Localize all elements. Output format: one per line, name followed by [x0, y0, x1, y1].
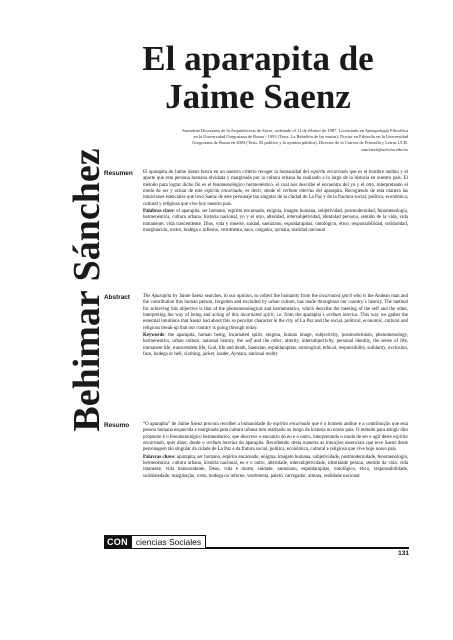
- title-line-1: El aparapita de: [142, 39, 374, 78]
- section-label-resumo: Resumo: [104, 422, 130, 429]
- resumo-paragraph: “O aparapita” de Jaime Saenz procura recolher a humanidade do espírito encarnado que é o homem andino e a contribuição que esta pessoa humana esquecida e marginada pela cultura urbana tem realizado ao longo da historia no nosso país. O método para atingir dito propósito é o fenomenológico hermenêutico, que descreve o encontro do eu e o outro, interpretando o modo de ser e agir deste espírito encarnado, quer dizer, desde o verbum interius do aparapita. Recolhendo desta maneira as intuições essenciais que teve Saenz deste personagem tão singular da cidade de La Paz e da fratura social, política, econômica, cultural e religiosa que vive hoje nosso país.: [143, 422, 408, 453]
- logo-con: CON: [104, 535, 131, 549]
- abstract-keywords: Keywords: the aparapita, human being, incarnated spirit, enigma, human image, subjectivity, postmodernism, phenomenology, hermeneutics, urban culture, national history, the self and the other, alterity, intersubjectivity, personal identity, the sense of life, immanent life, transcendent life, God, life and death, Saenzian, espuldarapitas, ontological, ethical, responsibility, solidarity, exclusion, face, bodega or hell, clothing, jacket, loader, Aymara, national reality: [143, 333, 408, 358]
- affiliation-line: en la Universidad Gregoriana de Roma - 1993 (Tesis. La Rebelión de las masas). Doctor en Filosofía en la Universidad: [193, 134, 408, 140]
- logo-ciencias-sociales: ciencias Sociales: [131, 535, 206, 549]
- resumen-block: [143, 170, 408, 235]
- affiliation-line: Gregoriana de Roma en 2003 (Tesis. El político y la opinión pública). Director de la Carrera de Filosofía y Letras UCB.: [192, 140, 408, 146]
- abstract-block: [143, 294, 408, 359]
- author-name: Behimar Sánchez: [66, 148, 108, 432]
- author-name-vertical: [62, 150, 112, 430]
- journal-logo: [104, 535, 206, 549]
- title-line-2: Jaime Saenz: [165, 77, 351, 116]
- section-label-abstract: Abstract: [104, 294, 130, 301]
- article-title: [108, 40, 408, 116]
- resumen-keywords: Palabras clave: el aparapita, ser humano, espíritu encarnado, enigma, imagen humana, subjetividad, posmodernidad, fenomenología, hermenéutica, cultura urbana, historia nacional, yo y el otro, alteridad, intersubjetividad, identidad persona, sentido de la vida, vida inmanente, vida trascendente, Dios, vida y muerte, suidad, saenziano, espuldarapitas, ontológico, ético, responsabilidad, solidaridad, marginación, rostro, bodega o infierno, vestimenta, saco, cargador, aymara, realidad nacional: [143, 209, 408, 234]
- resumen-paragraph: El aparapita de Jaime Saenz busca en un nuestro criterio recoger la humanidad del espíritu encarnado que es el hombre andino y el aporte que esta persona humana olvidada y marginada por la cultura urbana ha realizado a lo largo de la historia en nuestro país. El método para lograr dicho fin es el fenomenológico hermenéutico, el cual nos describe el encuentro del yo y el otro, interpretando el modo de ser y actuar de este espíritu encarnado, es decir, desde el verbum interius del aparapita. Recogiendo de esta manera las intuiciones esenciales que tuvo Saenz de este personaje tan singular de la ciudad de La Paz y de la fractura social, política, económica, cultural y religiosa que vive hoy nuestro país.: [143, 170, 408, 207]
- author-email[interactable]: sanchezb@ucbcha.edu.bo: [361, 146, 408, 152]
- affiliation-line: Sacerdote Diocesano de la Arquidiócesis de Sucre, ordenado el 12 de febrero de 1987. Licenciado en Antropología Filosófica: [182, 128, 408, 133]
- page-number: 131: [398, 550, 409, 557]
- abstract-paragraph: The Aparapita by Jaime Saenz searches, in our opinion, to collect the humanity from the incarnated spirit who is the Andean man and the contribution this human person, forgotten and excluded by urban culture, has made throughout our country´s history. The method for achieving this objective is that of the phenomenological and hermeneutics, which describe the meeting of the self and the other, interpreting the way of being and acting of this incarnated spirit, i.e. from the aparapita´s verbum interius. This way we gather the essential intuitions that Saenz had about this so peculiar character in the city of La Paz and the social, political, economic, cultural and religious break-up that our country is going through today.: [143, 294, 409, 331]
- resumo-keywords: Palavras chave: aparapita, ser humano, espírito encarnado, enigma, imagem humana, subjetividade, postmodernidade, fenomenologia, hermenêutica, cultura urbana, história nacional, eu e o outro, alteridade, intersubjetividade, identidade pessoa, sentido da vida, vida imanente, vida transcendente, Deus, vida e morte, suidade, saenziano, espuldarapitas, ontológico, ético, responsabilidade, solidariedade, marginação, rosto, bodega ou inferno, vestimenta, paletó, carregador, aimara, realidade nacional: [143, 454, 408, 479]
- author-affiliation: [140, 128, 408, 153]
- resumo-block: [143, 422, 408, 481]
- section-label-resumen: Resumen: [104, 170, 133, 177]
